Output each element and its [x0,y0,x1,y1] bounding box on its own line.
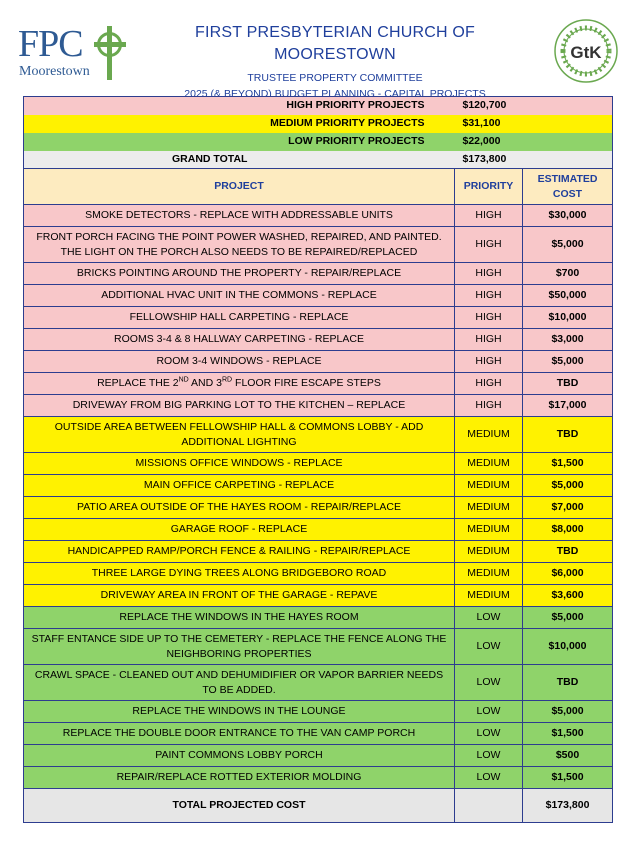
table-row [24,497,613,519]
project-cell: HANDICAPPED RAMP/PORCH FENCE & RAILING - REPAIR/REPLACE [24,541,455,563]
project-cell: REPLACE THE WINDOWS IN THE LOUNGE [24,701,455,723]
summary-label: HIGH PRIORITY PROJECTS [24,97,455,115]
cost-cell: $17,000 [523,395,613,417]
table-row [24,453,613,475]
fpc-logo [18,24,128,84]
cost-cell: $1,500 [523,723,613,745]
table-row [24,351,613,373]
priority-cell: LOW [455,607,523,629]
priority-cell: LOW [455,665,523,701]
cost-cell: $30,000 [523,205,613,227]
priority-cell: MEDIUM [455,563,523,585]
summary-amount: $31,100 [455,115,613,133]
cost-cell: TBD [523,665,613,701]
project-cell: ROOM 3-4 WINDOWS - REPLACE [24,351,455,373]
celtic-cross-icon [90,26,130,80]
priority-cell: LOW [455,723,523,745]
project-cell: STAFF ENTANCE SIDE UP TO THE CEMETERY - REPLACE THE FENCE ALONG THE NEIGHBORING PROPERTIES [24,629,455,665]
cost-cell: $1,500 [523,453,613,475]
fpc-logo-abbrev: FPC [18,23,83,65]
budget-table-container [23,96,612,823]
project-cell: GARAGE ROOF - REPLACE [24,519,455,541]
svg-text:GtK: GtK [570,43,602,62]
ordinal-suffix: RD [221,376,233,384]
priority-cell: MEDIUM [455,475,523,497]
project-text: FLOOR FIRE ESCAPE STEPS [232,377,381,389]
table-row [24,629,613,665]
cost-cell: $6,000 [523,563,613,585]
cost-cell: $10,000 [523,307,613,329]
summary-row-medium [24,115,613,133]
cost-cell: $10,000 [523,629,613,665]
project-cell: BRICKS POINTING AROUND THE PROPERTY - REPAIR/REPLACE [24,263,455,285]
priority-cell: HIGH [455,307,523,329]
table-row [24,205,613,227]
cost-cell: TBD [523,417,613,453]
table-row [24,227,613,263]
table-row [24,701,613,723]
table-row [24,607,613,629]
priority-cell: LOW [455,701,523,723]
page-subtitle-committee: TRUSTEE PROPERTY COMMITTEE [247,72,423,84]
project-cell: FELLOWSHIP HALL CARPETING - REPLACE [24,307,455,329]
priority-cell: LOW [455,767,523,789]
summary-label: LOW PRIORITY PROJECTS [24,133,455,151]
priority-cell: MEDIUM [455,453,523,475]
project-cell: DRIVEWAY FROM BIG PARKING LOT TO THE KITCHEN – REPLACE [24,395,455,417]
total-row [24,789,613,823]
table-row [24,329,613,351]
fpc-logo-town: Moorestown [19,64,90,79]
priority-cell: HIGH [455,263,523,285]
cost-cell: $500 [523,745,613,767]
priority-cell: LOW [455,745,523,767]
priority-cell: MEDIUM [455,519,523,541]
summary-amount: $120,700 [455,97,613,115]
cost-cell: $5,000 [523,475,613,497]
cost-cell: TBD [523,373,613,395]
summary-row-grand-total [24,151,613,169]
project-cell [24,373,455,395]
project-cell: REPLACE THE DOUBLE DOOR ENTRANCE TO THE VAN CAMP PORCH [24,723,455,745]
cost-cell: $700 [523,263,613,285]
total-amount: $173,800 [523,789,613,823]
project-cell: ADDITIONAL HVAC UNIT IN THE COMMONS - REPLACE [24,285,455,307]
priority-cell: MEDIUM [455,585,523,607]
project-cell: PATIO AREA OUTSIDE OF THE HAYES ROOM - REPAIR/REPLACE [24,497,455,519]
column-header-project: PROJECT [24,169,455,205]
priority-cell: LOW [455,629,523,665]
table-row [24,745,613,767]
page-subtitle-budget: 2025 (& BEYOND) BUDGET PLANNING - CAPITAL PROJECTS [184,88,486,100]
cost-cell: $1,500 [523,767,613,789]
project-cell: MISSIONS OFFICE WINDOWS - REPLACE [24,453,455,475]
cost-cell: $3,000 [523,329,613,351]
priority-cell: HIGH [455,395,523,417]
cost-cell: $3,600 [523,585,613,607]
project-cell: REPLACE THE WINDOWS IN THE HAYES ROOM [24,607,455,629]
project-text: AND 3 [188,377,222,389]
table-row [24,417,613,453]
table-row [24,395,613,417]
cost-cell: $7,000 [523,497,613,519]
summary-amount: $22,000 [455,133,613,151]
summary-label: MEDIUM PRIORITY PROJECTS [24,115,455,133]
cost-cell: $50,000 [523,285,613,307]
document-header [0,0,636,100]
project-cell: REPAIR/REPLACE ROTTED EXTERIOR MOLDING [24,767,455,789]
project-cell: PAINT COMMONS LOBBY PORCH [24,745,455,767]
project-cell: THREE LARGE DYING TREES ALONG BRIDGEBORO ROAD [24,563,455,585]
summary-amount: $173,800 [455,151,613,169]
project-cell: MAIN OFFICE CARPETING - REPLACE [24,475,455,497]
column-header-cost: ESTIMATED COST [523,169,613,205]
table-row [24,475,613,497]
table-row [24,665,613,701]
table-row [24,585,613,607]
table-row [24,285,613,307]
cost-cell: $8,000 [523,519,613,541]
priority-cell: HIGH [455,351,523,373]
total-label: TOTAL PROJECTED COST [24,789,455,823]
table-row [24,263,613,285]
table-row [24,563,613,585]
budget-table [23,96,613,823]
cost-cell: $5,000 [523,351,613,373]
priority-cell: HIGH [455,205,523,227]
page-title: FIRST PRESBYTERIAN CHURCH OF MOORESTOWN [195,24,475,63]
project-cell: SMOKE DETECTORS - REPLACE WITH ADDRESSABLE UNITS [24,205,455,227]
cost-cell: $5,000 [523,607,613,629]
project-text: REPLACE THE 2 [97,377,179,389]
table-header-row [24,169,613,205]
project-cell: ROOMS 3-4 & 8 HALLWAY CARPETING - REPLACE [24,329,455,351]
table-row [24,519,613,541]
cost-cell: $5,000 [523,227,613,263]
project-cell: CRAWL SPACE - CLEANED OUT AND DEHUMIDIFIER OR VAPOR BARRIER NEEDS TO BE ADDED. [24,665,455,701]
table-row [24,307,613,329]
priority-cell: HIGH [455,329,523,351]
table-row [24,373,613,395]
summary-row-high [24,97,613,115]
priority-cell: MEDIUM [455,417,523,453]
total-priority-empty [455,789,523,823]
table-row [24,767,613,789]
priority-cell: HIGH [455,227,523,263]
cost-cell: TBD [523,541,613,563]
ordinal-suffix: ND [178,376,189,384]
project-cell: DRIVEWAY AREA IN FRONT OF THE GARAGE - REPAVE [24,585,455,607]
priority-cell: MEDIUM [455,497,523,519]
cost-cell: $5,000 [523,701,613,723]
priority-cell: MEDIUM [455,541,523,563]
gtk-seal-logo [553,18,619,84]
project-cell: FRONT PORCH FACING THE POINT POWER WASHED, REPAIRED, AND PAINTED. THE LIGHT ON THE PORCH ALSO NEEDS TO BE REPAIRED/REPLACED [24,227,455,263]
summary-label: GRAND TOTAL [24,151,455,169]
column-header-priority: PRIORITY [455,169,523,205]
priority-cell: HIGH [455,285,523,307]
project-cell: OUTSIDE AREA BETWEEN FELLOWSHIP HALL & COMMONS LOBBY - ADD ADDITIONAL LIGHTING [24,417,455,453]
table-row [24,723,613,745]
title-block [140,22,530,102]
table-row [24,541,613,563]
summary-row-low [24,133,613,151]
priority-cell: HIGH [455,373,523,395]
